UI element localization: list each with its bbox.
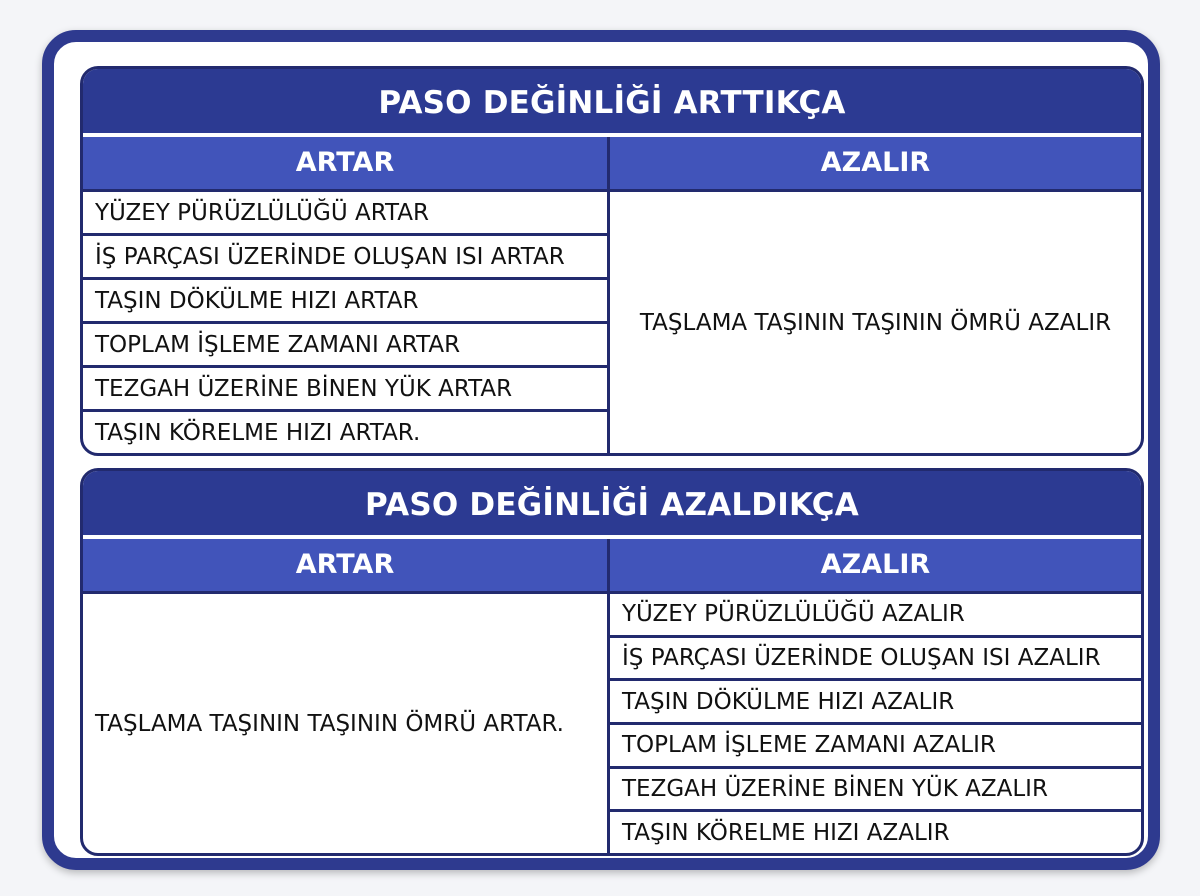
list-item: YÜZEY PÜRÜZLÜLÜĞÜ AZALIR <box>610 594 1141 638</box>
list-item: TAŞIN KÖRELME HIZI AZALIR <box>622 819 950 846</box>
panel-body <box>83 192 1141 453</box>
list-item: TAŞIN DÖKÜLME HIZI AZALIR <box>610 681 1141 725</box>
list-item: TOPLAM İŞLEME ZAMANI ARTAR <box>83 324 607 368</box>
list-item: TEZGAH ÜZERİNE BİNEN YÜK ARTAR <box>83 368 607 412</box>
artar-list <box>83 192 610 453</box>
column-header-azalir: AZALIR <box>820 549 931 580</box>
list-item: TAŞIN KÖRELME HIZI ARTAR. <box>95 419 421 446</box>
panel-title-increasing: PASO DEĞİNLİĞİ ARTTIKÇA <box>83 69 1141 137</box>
azalir-list <box>610 594 1141 853</box>
panel-increasing <box>80 66 1144 456</box>
list-item: YÜZEY PÜRÜZLÜLÜĞÜ ARTAR <box>83 192 607 236</box>
panel-body <box>83 594 1141 853</box>
column-header-artar: ARTAR <box>83 539 610 591</box>
list-item: İŞ PARÇASI ÜZERİNDE OLUŞAN ISI AZALIR <box>610 638 1141 682</box>
azalir-cell <box>610 192 1141 453</box>
panel-decreasing <box>80 468 1144 856</box>
column-header-artar: ARTAR <box>83 137 610 189</box>
merged-cell-text: TAŞLAMA TAŞININ TAŞININ ÖMRÜ ARTAR. <box>95 710 564 737</box>
panel-title-decreasing: PASO DEĞİNLİĞİ AZALDIKÇA <box>83 471 1141 539</box>
list-item: TEZGAH ÜZERİNE BİNEN YÜK AZALIR <box>610 769 1141 813</box>
list-item: İŞ PARÇASI ÜZERİNDE OLUŞAN ISI ARTAR <box>83 236 607 280</box>
column-header-row <box>83 539 1141 594</box>
list-item: TAŞIN DÖKÜLME HIZI ARTAR <box>83 280 607 324</box>
artar-cell <box>83 594 610 853</box>
list-item: TOPLAM İŞLEME ZAMANI AZALIR <box>610 725 1141 769</box>
column-header-row <box>83 137 1141 192</box>
column-header-azalir: AZALIR <box>820 147 931 178</box>
merged-cell-text: TAŞLAMA TAŞININ TAŞININ ÖMRÜ AZALIR <box>639 309 1112 336</box>
